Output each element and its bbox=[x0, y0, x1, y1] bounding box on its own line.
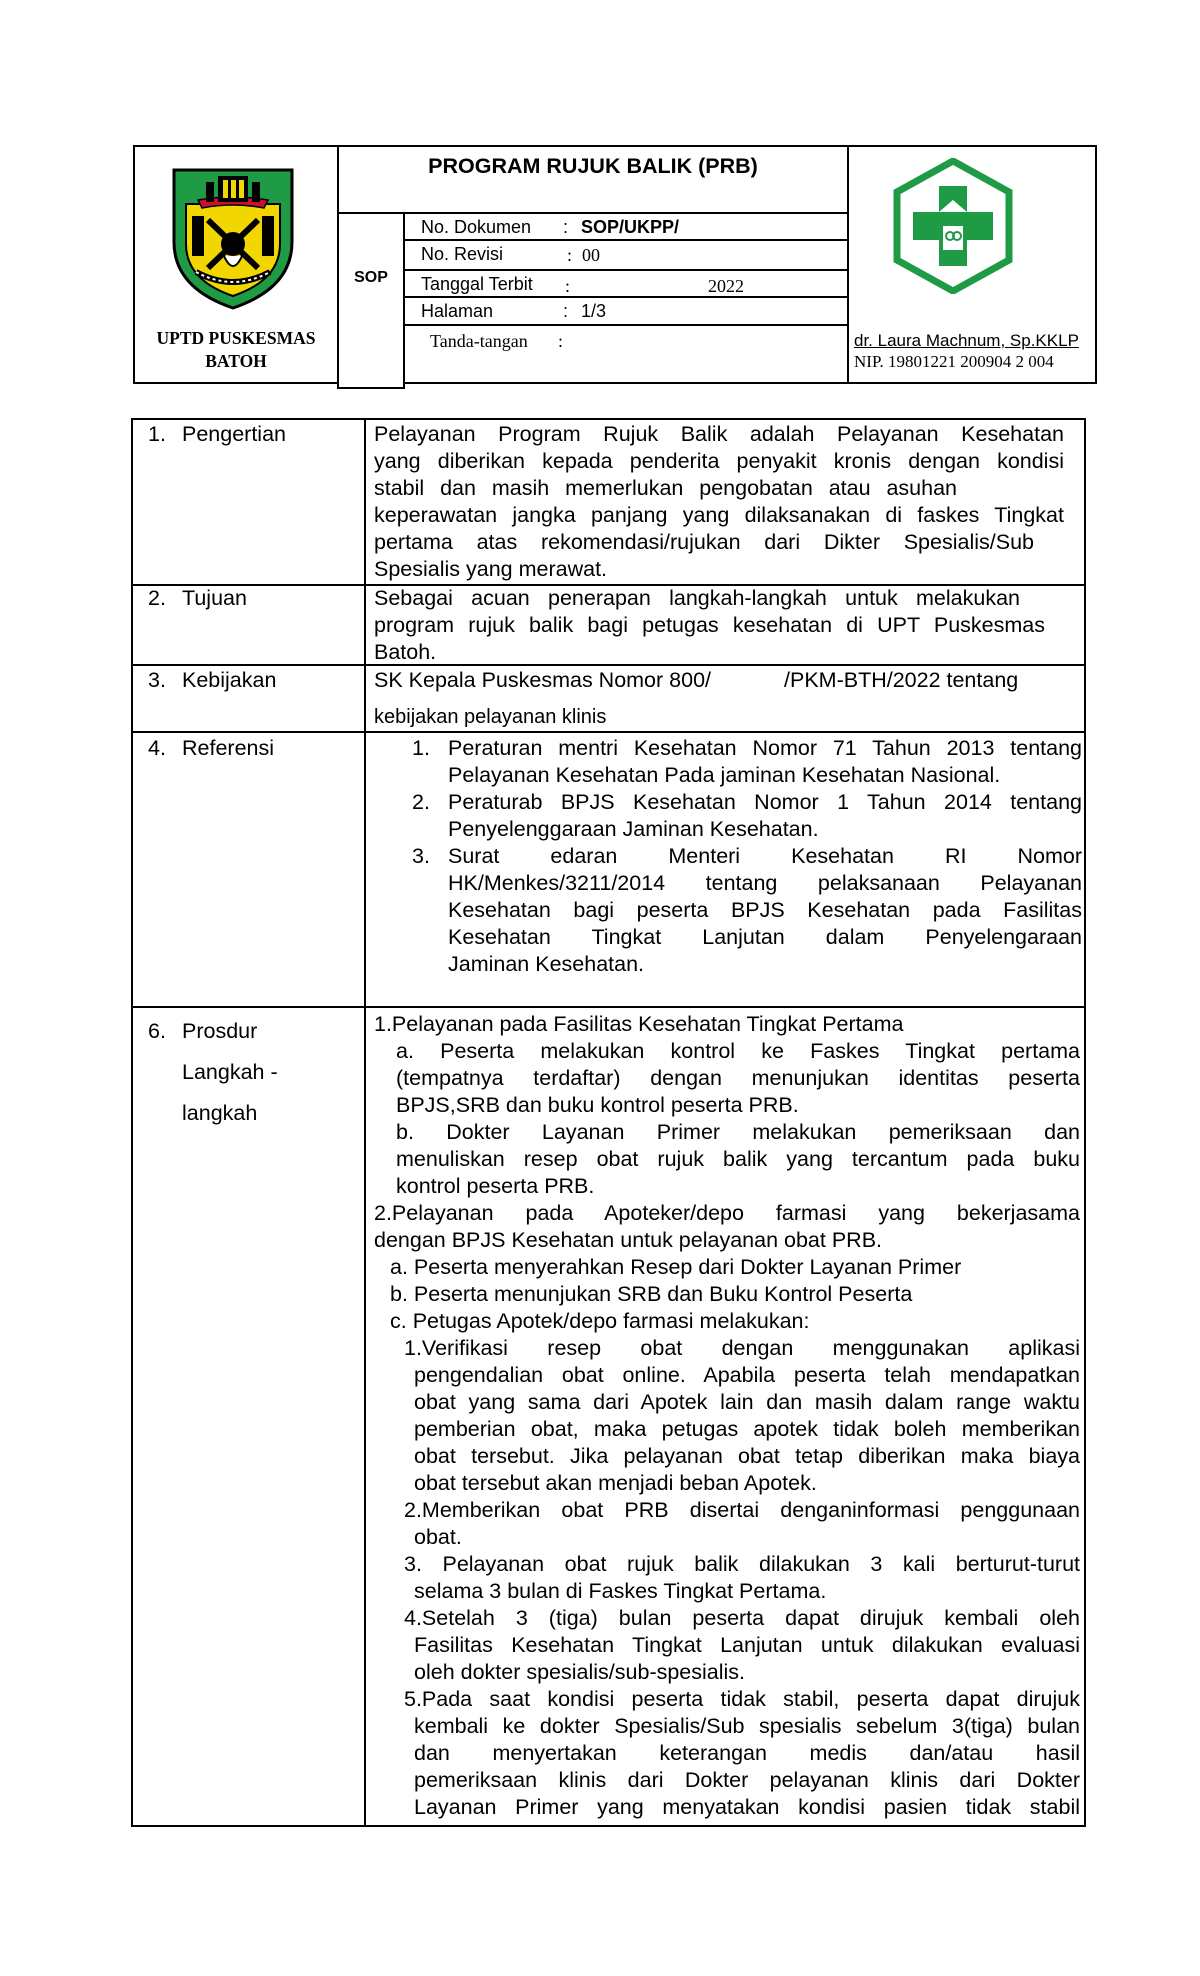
issue-date-colon: : bbox=[565, 276, 571, 296]
text-line: (tempatnya terdaftar) dengan menunjukan identitas peserta bbox=[396, 1066, 1080, 1090]
revision-label: No. Revisi bbox=[421, 244, 504, 264]
text-line: kembali ke dokter Spesialis/Sub spesialis sebelum 3(tiga) bulan bbox=[414, 1714, 1080, 1738]
section-text-tujuan bbox=[374, 585, 1064, 666]
document-title: PROGRAM RUJUK BALIK (PRB) bbox=[428, 154, 758, 178]
section-number: 1. bbox=[148, 422, 166, 446]
section-label-referensi bbox=[148, 735, 274, 762]
kebijakan-line2: kebijakan pelayanan klinis bbox=[374, 706, 607, 728]
text-line: Batoh. bbox=[374, 640, 437, 664]
section-title-cont: langkah bbox=[182, 1101, 258, 1125]
section-label-tujuan bbox=[148, 585, 247, 612]
section-title: Pengertian bbox=[182, 422, 286, 446]
text-line: dengan BPJS Kesehatan untuk pelayanan obat PRB. bbox=[374, 1228, 883, 1252]
referensi-list bbox=[412, 735, 1082, 978]
step-heading: 1.Pelayanan pada Fasilitas Kesehatan Tingkat Pertama bbox=[374, 1012, 904, 1036]
text-line: keperawatan jangka panjang yang dilaksanakan di faskes Tingkat bbox=[374, 503, 1064, 527]
text-line: a. Peserta menyerahkan Resep dari Dokter Layanan Primer bbox=[390, 1255, 962, 1279]
signatory-nip: NIP. 19801221 200904 2 004 bbox=[854, 352, 1054, 371]
text-line: pengendalian obat online. Apabila peserta telah mendapatkan bbox=[414, 1363, 1080, 1387]
text-line: Kesehatan Tingkat Lanjutan dalam Penyelengaraan bbox=[448, 925, 1082, 949]
text-line: obat tersebut akan menjadi beban Apotek. bbox=[414, 1471, 817, 1495]
text-line: Pelayanan Program Rujuk Balik adalah Pelayanan Kesehatan bbox=[374, 422, 1064, 446]
text-line: pemberian obat, maka petugas apotek tidak boleh memberikan bbox=[414, 1417, 1080, 1441]
revision-value: 00 bbox=[582, 245, 600, 265]
text-line: 1.Verifikasi resep obat dengan menggunakan aplikasi bbox=[404, 1336, 1080, 1360]
city-emblem-logo bbox=[168, 164, 298, 312]
text-line: BPJS,SRB dan buku kontrol peserta PRB. bbox=[396, 1093, 799, 1117]
section-title: Kebijakan bbox=[182, 668, 277, 692]
text-line: obat. bbox=[414, 1525, 462, 1549]
page-value: 1/3 bbox=[581, 301, 607, 321]
text-line: selama 3 bulan di Faskes Tingkat Pertama. bbox=[414, 1579, 827, 1603]
text-line: stabil dan masih memerlukan pengobatan atau asuhan bbox=[374, 476, 957, 500]
signature-label: Tanda-tangan bbox=[430, 331, 528, 351]
text-line: Peraturab BPJS Kesehatan Nomor 1 Tahun 2014 tentang bbox=[448, 790, 1082, 814]
text-line: menuliskan resep obat rujuk balik yang tercantum pada buku bbox=[396, 1147, 1080, 1171]
puskesmas-logo bbox=[893, 158, 1013, 294]
text-line: kontrol peserta PRB. bbox=[396, 1174, 595, 1198]
text-line: dan menyertakan keterangan medis dan/atau hasil bbox=[414, 1741, 1080, 1765]
text-line: Jaminan Kesehatan. bbox=[448, 952, 645, 976]
page-colon: : bbox=[563, 301, 569, 321]
text-line: 4.Setelah 3 (tiga) bulan peserta dapat dirujuk kembali oleh bbox=[404, 1606, 1080, 1630]
section-text-prosedur bbox=[374, 1011, 1080, 1821]
text-line: oleh dokter spesialis/sub-spesialis. bbox=[414, 1660, 746, 1684]
section-title-cont: Langkah - bbox=[182, 1060, 278, 1084]
text-line: HK/Menkes/3211/2014 tentang pelaksanaan Pelayanan bbox=[448, 871, 1082, 895]
signature-colon: : bbox=[558, 331, 564, 351]
section-title: Referensi bbox=[182, 736, 275, 760]
text-line: 5.Pada saat kondisi peserta tidak stabil, peserta dapat dirujuk bbox=[404, 1687, 1080, 1711]
text-line: pertama atas rekomendasi/rujukan dari Dikter Spesialis/Sub bbox=[374, 530, 1034, 554]
text-line: Peraturan mentri Kesehatan Nomor 71 Tahun 2013 tentang bbox=[448, 736, 1082, 760]
text-line: Sebagai acuan penerapan langkah-langkah untuk melakukan bbox=[374, 586, 1020, 610]
text-line: b. Peserta menunjukan SRB dan Buku Kontrol Peserta bbox=[390, 1282, 913, 1306]
issue-date-label: Tanggal Terbit bbox=[421, 274, 533, 294]
section-title: Tujuan bbox=[182, 586, 247, 610]
section-label-kebijakan bbox=[148, 667, 276, 694]
text-line: program rujuk balik bagi petugas kesehatan di UPT Puskesmas bbox=[374, 613, 1045, 637]
text-line: 3. Pelayanan obat rujuk balik dilakukan 3 kali berturut-turut bbox=[404, 1552, 1080, 1576]
text-line: b. Dokter Layanan Primer melakukan pemeriksaan dan bbox=[396, 1120, 1080, 1144]
page-label: Halaman bbox=[421, 301, 494, 321]
doc-number-value: SOP/UKPP/ bbox=[581, 217, 680, 237]
section-number: 4. bbox=[148, 736, 166, 760]
text-line: obat tersebut. Jika pelayanan obat tetap diberikan maka biaya bbox=[414, 1444, 1080, 1468]
text-line: Kesehatan bagi peserta BPJS Kesehatan pada Fasilitas bbox=[448, 898, 1082, 922]
section-label-pengertian bbox=[148, 421, 286, 448]
doc-number-colon: : bbox=[563, 217, 569, 237]
text-line: obat yang sama dari Apotek lain dan masih dalam range waktu bbox=[414, 1390, 1080, 1414]
list-number: 3. bbox=[412, 844, 430, 868]
section-number: 2. bbox=[148, 586, 166, 610]
doc-number-label: No. Dokumen bbox=[421, 217, 532, 237]
section-text-pengertian bbox=[374, 421, 1064, 583]
list-item bbox=[412, 789, 1082, 843]
text-line: Surat edaran Menteri Kesehatan RI Nomor bbox=[448, 844, 1082, 868]
section-number: 6. bbox=[148, 1019, 166, 1043]
text-line: Layanan Primer yang menyatakan kondisi pasien tidak stabil bbox=[414, 1795, 1080, 1819]
section-title: Prosdur bbox=[182, 1019, 258, 1043]
signatory-name[interactable]: dr. Laura Machnum, Sp.KKLP bbox=[854, 331, 1079, 350]
text-line: Penyelenggaraan Jaminan Kesehatan. bbox=[448, 817, 819, 841]
text-line: Fasilitas Kesehatan Tingkat Lanjutan untuk dilakukan evaluasi bbox=[414, 1633, 1080, 1657]
sop-label: SOP bbox=[354, 269, 388, 286]
kebijakan-line1b: /PKM-BTH/2022 tentang bbox=[784, 668, 1019, 692]
list-number: 1. bbox=[412, 736, 430, 760]
list-item bbox=[412, 735, 1082, 789]
revision-colon: : bbox=[567, 245, 573, 265]
list-number: 2. bbox=[412, 790, 430, 814]
step-heading: 2.Pelayanan pada Apoteker/depo farmasi yang bekerjasama bbox=[374, 1201, 1080, 1225]
kebijakan-line1a: SK Kepala Puskesmas Nomor 800/ bbox=[374, 668, 711, 692]
text-line: a. Peserta melakukan kontrol ke Faskes Tingkat pertama bbox=[396, 1039, 1080, 1063]
text-line: 2.Memberikan obat PRB disertai denganinformasi penggunaan bbox=[404, 1498, 1080, 1522]
section-number: 3. bbox=[148, 668, 166, 692]
text-line: Spesialis yang merawat. bbox=[374, 557, 608, 581]
text-line: c. Petugas Apotek/depo farmasi melakukan: bbox=[390, 1309, 810, 1333]
text-line: Pelayanan Kesehatan Pada jaminan Kesehatan Nasional. bbox=[448, 763, 1001, 787]
section-label-prosedur bbox=[148, 1011, 278, 1134]
text-line: yang diberikan kepada penderita penyakit kronis dengan kondisi bbox=[374, 449, 1064, 473]
institution-name-line2: BATOH bbox=[205, 351, 267, 371]
institution-name-line1: UPTD PUSKESMAS bbox=[156, 328, 316, 348]
issue-date-value: 2022 bbox=[708, 276, 744, 296]
text-line: pemeriksaan klinis dari Dokter pelayanan klinis dari Dokter bbox=[414, 1768, 1080, 1792]
list-item bbox=[412, 843, 1082, 978]
